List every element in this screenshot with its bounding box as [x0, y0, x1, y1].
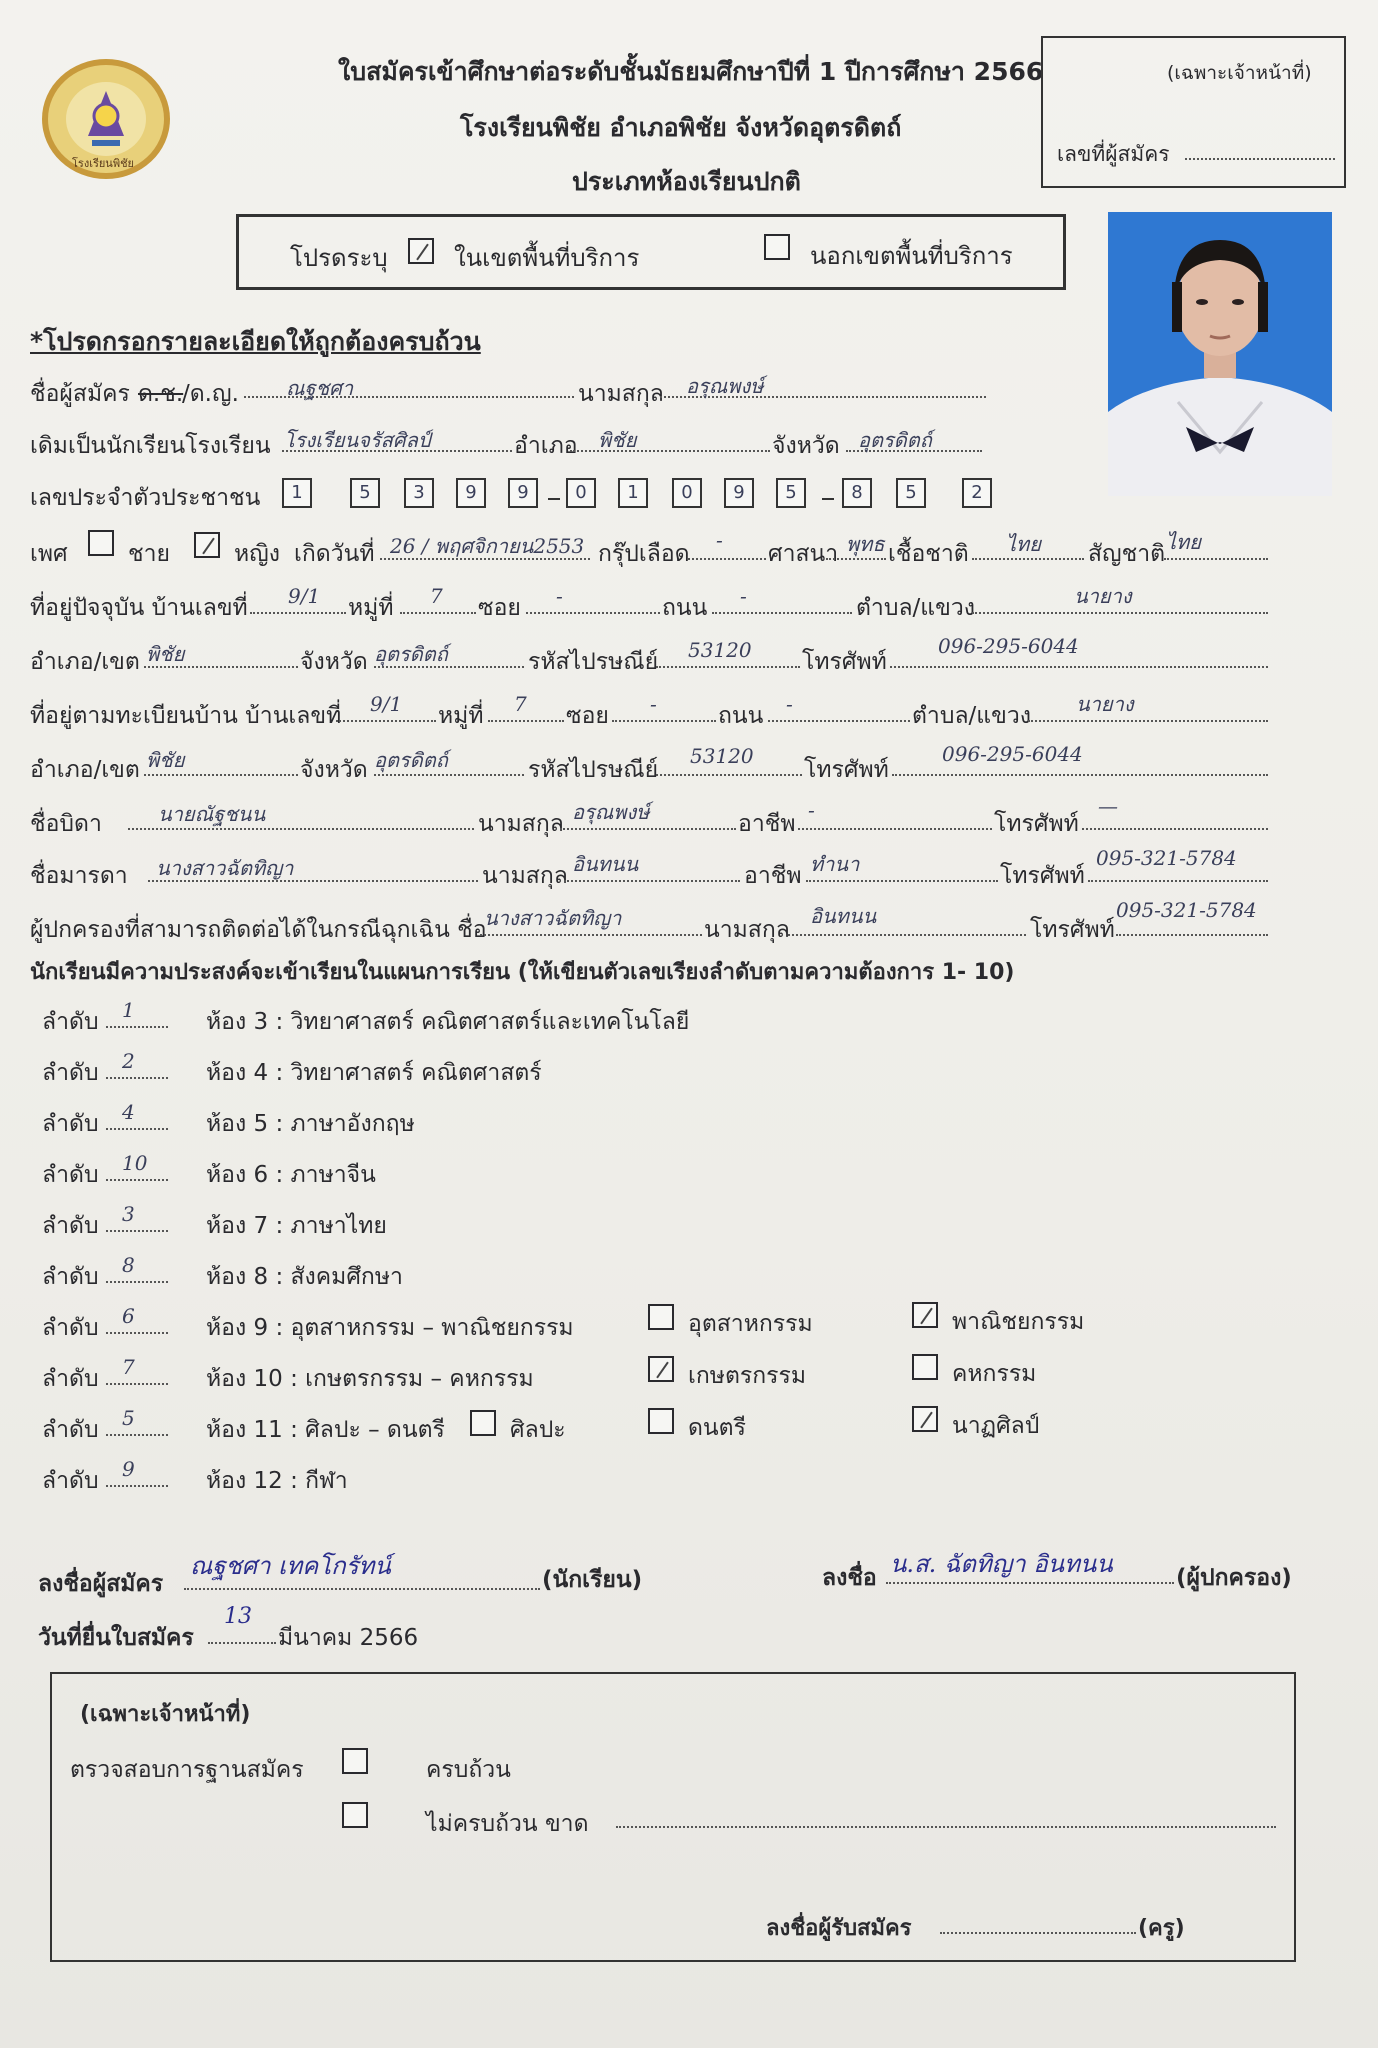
plan-rank-label: ลำดับ	[42, 1468, 99, 1494]
prev-school-value[interactable]: โรงเรียนจรัสศิลป์	[284, 428, 431, 452]
current-road-label: ถนน	[662, 595, 708, 621]
current-moo[interactable]: 7	[430, 584, 443, 608]
current-district[interactable]: พิชัย	[146, 642, 185, 666]
religion-label: ศาสนา	[768, 541, 839, 567]
plan-room-label: ห้อง 12 : กีฬา	[206, 1468, 348, 1494]
classroom-type: ประเภทห้องเรียนปกติ	[572, 167, 801, 196]
nationality-value[interactable]: ไทย	[1166, 530, 1201, 554]
in-area-label: ในเขตพื้นที่บริการ	[454, 244, 640, 272]
plan-rank-label: ลำดับ	[42, 1264, 99, 1290]
father-job[interactable]: -	[808, 798, 815, 822]
school-logo	[38, 56, 174, 182]
plan-room-label: ห้อง 9 : อุตสาหกรรม – พาณิชยกรรม	[206, 1315, 574, 1341]
art-label: ศิลปะ	[510, 1417, 566, 1443]
nationality-label: สัญชาติ	[1088, 541, 1166, 567]
applicant-sign-label: ลงชื่อผู้สมัคร	[38, 1571, 164, 1597]
registered-province[interactable]: อุตรดิตถ์	[374, 748, 448, 772]
mother-phone-label: โทรศัพท์	[1000, 863, 1085, 889]
registered-moo[interactable]: 7	[514, 692, 527, 716]
industry-checkbox[interactable]	[648, 1304, 674, 1330]
mother-job[interactable]: ทำนา	[810, 852, 860, 876]
current-road[interactable]: -	[740, 584, 747, 608]
plan-rank-value[interactable]: 9	[122, 1457, 135, 1481]
registered-province-label: จังหวัด	[300, 757, 368, 783]
blood-label: กรุ๊ปเลือด	[598, 541, 690, 567]
plan-rank-value[interactable]: 1	[122, 998, 135, 1022]
fill-instruction: *โปรดกรอกรายละเอียดให้ถูกต้องครบถ้วน	[30, 327, 481, 356]
father-job-label: อาชีพ	[738, 811, 796, 837]
id-digit-box[interactable]: 1	[282, 478, 312, 508]
plan-rank-label: ลำดับ	[42, 1366, 99, 1392]
prev-district-label: อำเภอ	[514, 433, 578, 459]
registered-district-label: อำเภอ/เขต	[30, 757, 140, 783]
missing-items-field[interactable]	[616, 1824, 1276, 1828]
current-province-label: จังหวัด	[300, 649, 368, 675]
prev-province-label: จังหวัด	[772, 433, 840, 459]
mother-phone[interactable]: 095-321-5784	[1096, 846, 1237, 870]
receiver-sign-label: ลงชื่อผู้รับสมัคร	[766, 1916, 912, 1941]
home-economics-checkbox[interactable]	[912, 1354, 938, 1380]
plan-room-label: ห้อง 3 : วิทยาศาสตร์ คณิตศาสตร์และเทคโนโลยี	[206, 1009, 690, 1035]
current-soi-label: ซอย	[478, 595, 521, 621]
current-subdistrict[interactable]: นายาง	[1074, 584, 1132, 608]
registered-moo-label: หมู่ที่	[438, 703, 484, 729]
father-phone-label: โทรศัพท์	[994, 811, 1079, 837]
mother-name[interactable]: นางสาวฉัตทิญา	[156, 856, 294, 880]
father-surname-label: นามสกุล	[478, 811, 564, 837]
registered-postcode-label: รหัสไปรษณีย์	[528, 757, 659, 783]
guardian-surname[interactable]: อินทนน	[810, 904, 877, 928]
father-name[interactable]: นายณัฐชนน	[158, 802, 266, 826]
music-checkbox[interactable]	[648, 1408, 674, 1434]
plan-rank-value[interactable]: 2	[122, 1049, 135, 1073]
id-digit-box[interactable]: 0	[672, 478, 702, 508]
plan-rank-value[interactable]: 8	[122, 1253, 135, 1277]
plan-rank-value[interactable]: 4	[122, 1100, 135, 1124]
applicant-photo	[1108, 212, 1332, 496]
id-digit-box[interactable]: 9	[456, 478, 486, 508]
mother-surname[interactable]: อินทนน	[572, 852, 639, 876]
registered-phone[interactable]: 096-295-6044	[942, 742, 1083, 766]
commerce-checkbox[interactable]	[912, 1302, 938, 1328]
registered-road[interactable]: -	[786, 692, 793, 716]
plan-room-label: ห้อง 6 : ภาษาจีน	[206, 1162, 376, 1188]
id-digit-box[interactable]: 9	[724, 478, 754, 508]
plan-rank-label: ลำดับ	[42, 1162, 99, 1188]
applicant-signature[interactable]: ณฐชศา เทคโกรัทน์	[190, 1552, 391, 1580]
complete-label: ครบถ้วน	[426, 1757, 511, 1783]
father-label: ชื่อบิดา	[30, 811, 102, 837]
current-postcode[interactable]: 53120	[688, 638, 752, 662]
id-digit-box[interactable]: 9	[508, 478, 538, 508]
plan-rank-value[interactable]: 3	[122, 1202, 135, 1226]
id-digit-box[interactable]: 0	[566, 478, 596, 508]
office-use-box	[1041, 36, 1346, 188]
father-surname[interactable]: อรุณพงษ์	[572, 800, 650, 824]
registered-soi-label: ซอย	[566, 703, 609, 729]
logo-text: โรงเรียนพิชัย	[72, 157, 134, 170]
current-phone[interactable]: 096-295-6044	[938, 634, 1079, 658]
plan-rank-label: ลำดับ	[42, 1111, 99, 1137]
school-name: โรงเรียนพิชัย อำเภอพิชัย จังหวัดอุตรดิตถ์	[460, 113, 902, 142]
in-area-checkbox[interactable]	[408, 238, 434, 264]
guardian-phone-label: โทรศัพท์	[1030, 917, 1115, 943]
plan-rank-label: ลำดับ	[42, 1060, 99, 1086]
current-province[interactable]: อุตรดิตถ์	[374, 642, 448, 666]
mother-label: ชื่อมารดา	[30, 863, 128, 889]
dob-label: เกิดวันที่	[294, 541, 375, 567]
submit-date-rest: มีนาคม 2566	[278, 1625, 419, 1651]
office-use-label: (เฉพาะเจ้าหน้าที่)	[1167, 62, 1312, 84]
current-address-label: ที่อยู่ปัจจุบัน บ้านเลขที่	[30, 595, 248, 621]
registered-subdistrict-label: ตำบล/แขวง	[912, 703, 1031, 729]
incomplete-checkbox[interactable]	[342, 1802, 368, 1828]
plan-room-label: ห้อง 5 : ภาษาอังกฤษ	[206, 1111, 415, 1137]
applicant-role: (นักเรียน)	[542, 1567, 643, 1593]
guardian-label: ผู้ปกครองที่สามารถติดต่อได้ในกรณีฉุกเฉิน ชื่อ	[30, 917, 487, 943]
current-subdistrict-label: ตำบล/แขวง	[856, 595, 975, 621]
prev-district-value[interactable]: พิชัย	[598, 428, 637, 452]
surname-label: นามสกุล	[578, 381, 664, 407]
plan-room-label: ห้อง 11 : ศิลปะ – ดนตรี	[206, 1417, 445, 1443]
plan-room-label: ห้อง 8 : สังคมศึกษา	[206, 1264, 403, 1290]
incomplete-label: ไม่ครบถ้วน ขาด	[426, 1811, 589, 1837]
registered-road-label: ถนน	[718, 703, 764, 729]
guardian-name[interactable]: นางสาวฉัตทิญา	[484, 906, 622, 930]
receiver-sign-field[interactable]	[940, 1930, 1136, 1934]
guardian-signature[interactable]: น.ส. ฉัตทิญา อินทนน	[890, 1550, 1113, 1578]
title-kept: /ด.ญ.	[182, 381, 239, 407]
female-checkbox[interactable]	[194, 532, 220, 558]
guardian-surname-label: นามสกุล	[704, 917, 790, 943]
plan-room-label: ห้อง 10 : เกษตรกรรม – คหกรรม	[206, 1366, 534, 1392]
current-phone-label: โทรศัพท์	[802, 649, 887, 675]
prev-school-label: เดิมเป็นนักเรียนโรงเรียน	[30, 433, 271, 459]
art-checkbox[interactable]	[470, 1410, 496, 1436]
guardian-sign-label: ลงชื่อ	[822, 1565, 877, 1591]
current-moo-label: หมู่ที่	[348, 595, 394, 621]
registered-postcode[interactable]: 53120	[690, 744, 754, 768]
registered-phone-label: โทรศัพท์	[804, 757, 889, 783]
female-label: หญิง	[234, 541, 280, 567]
id-separator	[822, 498, 834, 500]
agriculture-checkbox[interactable]	[648, 1356, 674, 1382]
plan-rank-value[interactable]: 7	[122, 1355, 135, 1379]
id-digit-box[interactable]: 3	[404, 478, 434, 508]
race-value[interactable]: ไทย	[1006, 532, 1041, 556]
plan-rank-label: ลำดับ	[42, 1315, 99, 1341]
registered-subdistrict[interactable]: นายาง	[1076, 692, 1134, 716]
dance-label: นาฏศิลป์	[952, 1413, 1040, 1439]
dance-checkbox[interactable]	[912, 1406, 938, 1432]
current-soi[interactable]: -	[556, 584, 563, 608]
registered-house-no[interactable]: 9/1	[370, 692, 403, 716]
office-review-title: (เฉพาะเจ้าหน้าที่)	[80, 1702, 251, 1727]
plan-rank-label: ลำดับ	[42, 1009, 99, 1035]
blood-value[interactable]: -	[716, 528, 723, 552]
service-area-prompt: โปรดระบุ	[290, 244, 388, 272]
plan-heading: นักเรียนมีความประสงค์จะเข้าเรียนในแผนการเรียน (ให้เขียนตัวเลขเรียงลำดับตามความต้องการ 1- 10)	[30, 960, 1015, 985]
id-digit-box[interactable]: 5	[896, 478, 926, 508]
id-digit-box[interactable]: 1	[618, 478, 648, 508]
male-checkbox[interactable]	[88, 530, 114, 556]
plan-rank-label: ลำดับ	[42, 1213, 99, 1239]
plan-room-label: ห้อง 4 : วิทยาศาสตร์ คณิตศาสตร์	[206, 1060, 542, 1086]
receiver-role: (ครู)	[1138, 1916, 1185, 1941]
plan-rank-label: ลำดับ	[42, 1417, 99, 1443]
submit-date-day[interactable]: 13	[224, 1604, 252, 1629]
id-digit-box[interactable]: 2	[962, 478, 992, 508]
title-struck: ด.ช.	[138, 381, 184, 407]
id-digit-box[interactable]: 5	[776, 478, 806, 508]
race-label: เชื้อชาติ	[888, 541, 969, 567]
current-house-no[interactable]: 9/1	[288, 584, 321, 608]
out-area-checkbox[interactable]	[764, 234, 790, 260]
id-label: เลขประจำตัวประชาชน	[30, 485, 261, 511]
applicant-no-label: เลขที่ผู้สมัคร	[1057, 142, 1170, 166]
prev-province-value[interactable]: อุตรดิตถ์	[858, 428, 932, 452]
sex-label: เพศ	[30, 541, 68, 567]
religion-value[interactable]: พุทธ	[846, 532, 885, 556]
registered-address-label: ที่อยู่ตามทะเบียนบ้าน บ้านเลขที่	[30, 703, 342, 729]
industry-label: อุตสาหกรรม	[688, 1311, 813, 1337]
surname-value[interactable]: อรุณพงษ์	[686, 374, 764, 398]
current-postcode-label: รหัสไปรษณีย์	[528, 649, 659, 675]
name-label: ชื่อผู้สมัคร	[30, 381, 130, 407]
complete-checkbox[interactable]	[342, 1748, 368, 1774]
id-digit-box[interactable]: 5	[350, 478, 380, 508]
guardian-phone[interactable]: 095-321-5784	[1116, 898, 1257, 922]
out-area-label: นอกเขตพื้นที่บริการ	[810, 242, 1013, 270]
id-separator	[548, 498, 560, 500]
first-name-value[interactable]: ณฐชศา	[286, 376, 354, 400]
guardian-role: (ผู้ปกครอง)	[1176, 1565, 1292, 1591]
registered-district[interactable]: พิชัย	[146, 748, 185, 772]
commerce-label: พาณิชยกรรม	[952, 1309, 1085, 1335]
applicant-no-field[interactable]	[1185, 156, 1335, 160]
plan-rank-value[interactable]: 10	[122, 1151, 148, 1175]
home-economics-label: คหกรรม	[952, 1361, 1037, 1387]
father-phone[interactable]: —	[1098, 794, 1118, 818]
plan-rank-value[interactable]: 5	[122, 1406, 135, 1430]
plan-rank-value[interactable]: 6	[122, 1304, 135, 1328]
agriculture-label: เกษตรกรรม	[688, 1363, 807, 1389]
mother-surname-label: นามสกุล	[482, 863, 568, 889]
id-digit-box[interactable]: 8	[842, 478, 872, 508]
current-district-label: อำเภอ/เขต	[30, 649, 140, 675]
form-title: ใบสมัครเข้าศึกษาต่อระดับชั้นมัธยมศึกษาปีที่ 1 ปีการศึกษา 2566	[338, 57, 1044, 86]
music-label: ดนตรี	[688, 1415, 746, 1441]
male-label: ชาย	[128, 541, 171, 567]
document-check-label: ตรวจสอบการฐานสมัคร	[70, 1757, 304, 1783]
submit-date-label: วันที่ยื่นใบสมัคร	[38, 1625, 194, 1651]
dob-value[interactable]: 26 / พฤศจิกายน2553	[390, 534, 585, 558]
mother-job-label: อาชีพ	[744, 863, 802, 889]
plan-room-label: ห้อง 7 : ภาษาไทย	[206, 1213, 387, 1239]
registered-soi[interactable]: -	[650, 692, 657, 716]
